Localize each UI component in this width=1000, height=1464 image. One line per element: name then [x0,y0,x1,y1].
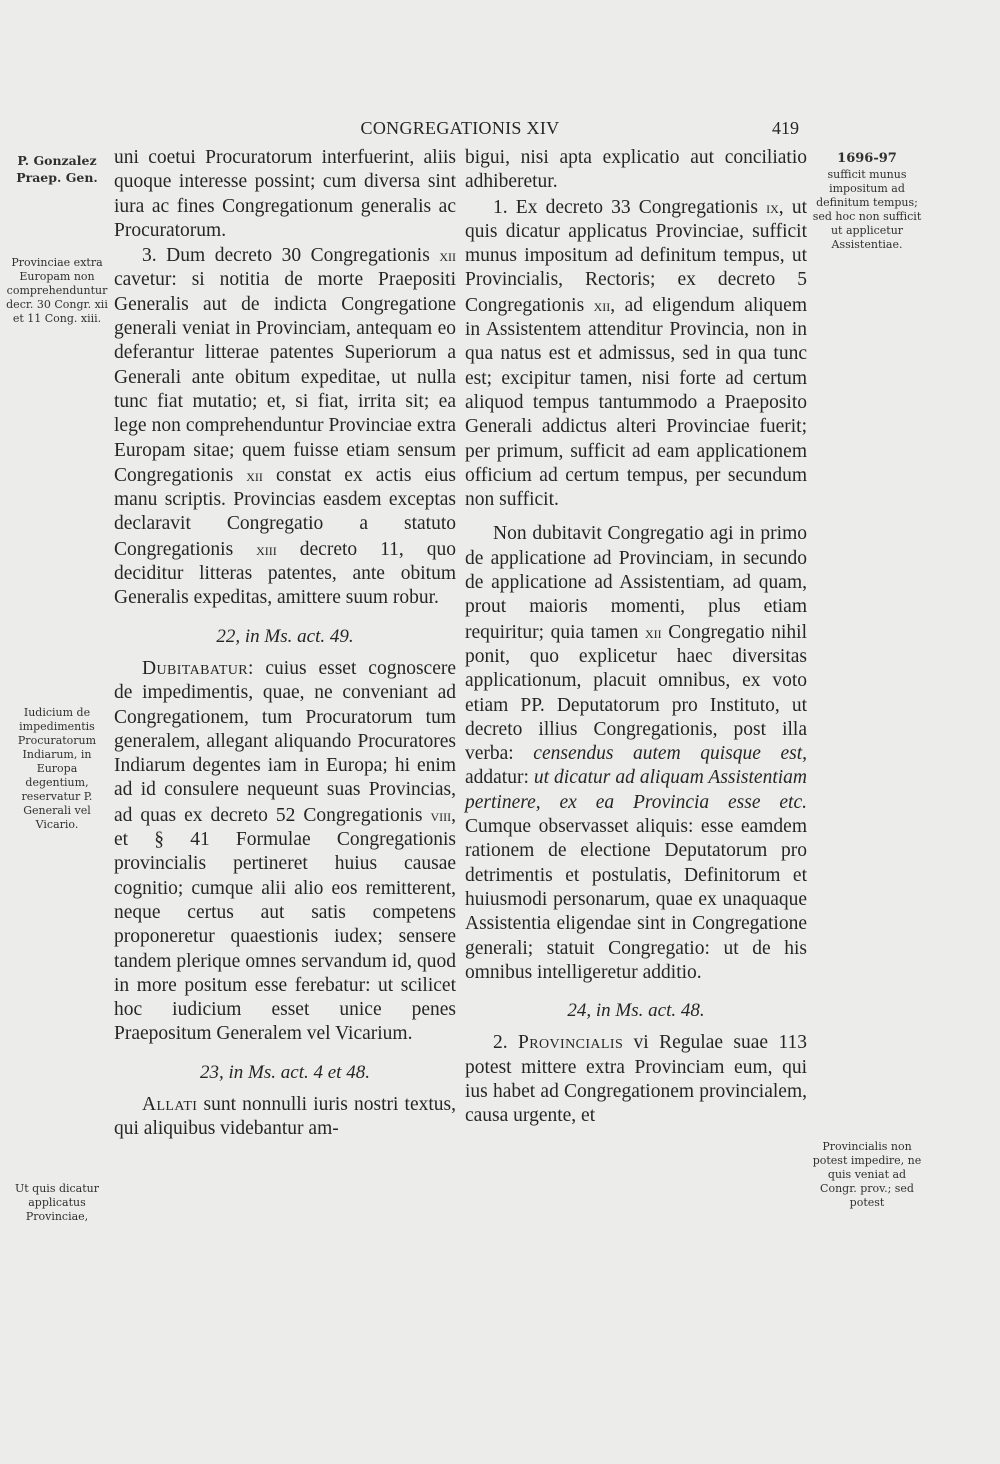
paragraph-provincialis [465,1031,807,1128]
year-label: 1696-97 [837,151,897,166]
paragraph-3 [114,243,456,610]
text-span: , ut quis dicatur applicatus Provinciae, sufficit munus impositum ad definitum tempus, ut Provincialis, Rectoris; ex decreto 5 Congregationis [465,196,807,316]
right-column [465,146,807,1129]
text-span: Non dubitavit Congregatio agi in primo de applicatione ad Provinciam, in secundo de applicatione ad Assistentiam, ad quam, prout maioris momenti, plus etiam requiritur; quia tamen [465,523,807,643]
section-heading-22: 22, in Ms. act. 49. [216,625,354,647]
margin-note-author: P. Gonzalez Praep. Gen. [16,153,98,185]
roman-numeral: xiii [256,538,277,559]
paragraph-non-dubitavit [465,522,807,985]
roman-numeral: viii [430,804,452,825]
paragraph-dubitabatur [114,657,456,1047]
text-span: cavetur: si notitia de morte Praepositi Generalis aut de indicta Congregatione generali veniat in Provinciam, antequam eo deferantur litterae patentes Superiorum a Generali ante obitum expeditae, ut nulla tunc fiat mutatio; et, si fiat, irrita sit; ea lege non comprehenduntur Provinciae extra Europam sitae; quem fuisse etiam sensum Congregationis [114,269,456,486]
italic-quote: ut dicatur ad aliquam Assistentiam pertinere, ex ea Provincia esse etc. [465,767,808,813]
margin-note-applicatus: Ut quis dicatur applicatus Provinciae, [14,1182,99,1223]
running-title: CONGREGATIONIS XIV [360,118,560,138]
paragraph: bigui, nisi apta explicatio aut conciliatio adhiberetur. [465,147,807,193]
text-span: : cuius esset cognoscere de impedimentis, quae, ne conveniant ad Congregationem, tum Procuratorum tum generalem, allegant aliquando Procuratores Indiarum degentes iam in Europa; hi enim ad id consulere nequeunt suas Provincias, ad quas ex decreto 52 Congregationis [114,657,456,826]
paragraph-allati [114,1093,456,1142]
roman-numeral: ix [766,196,779,217]
text-span: Cumque observasset aliquis: esse eamdem rationem de electione Deputatorum pro detrimentis et postulatis, Definitorum et huiusmodi personarum, quae ex unaquaque Assistentia eligendae sint in Congregatione generali; statuit Congregatio: ut de his omnibus intelligeretur additio. [465,816,807,983]
text-span: decreto 11, quo deciditur litteras patentes, ante obitum Generalis expeditas, amittere suum robur. [114,538,457,609]
text-span: 2. [493,1032,519,1054]
roman-numeral: xii [645,621,662,642]
text-span: addatur: [465,767,534,789]
text-span: vi Regulae suae 113 potest mittere extra Provinciam eum, qui ius habet ad Congregationem provincialem, causa urgente, et [465,1032,808,1127]
text-span: Congregatio nihil ponit, quo explicetur haec diversitas applicationum, placuit omnibus, ex voto etiam PP. Deputatorum pro Instituto, ut decreto illius Congregationis, post illa verba: [465,621,807,765]
roman-numeral: xii [439,245,456,266]
small-caps-lead: Dubitabatur [142,657,249,679]
text-span: 1. Ex decreto 33 Congregationis [493,196,767,218]
margin-note-provincialis: Provincialis non potest impedire, ne quis veniat ad Congr. prov.; sed potest [812,1140,922,1209]
text-span: , et § 41 Formulae Congregationis provincialis pertineret huius causae cognitio; cumque alii alio eos remitterent, neque certus aut satis competens proponeretur quaestionis iudex; sensere tandem plerique omnes servandum id, quod in more positum esse ferebatur: ut scilicet hoc iudicium esset unice penes Praepositum Generalem vel Vicarium. [114,804,456,1045]
paragraph: uni coetui Procuratorum interfuerint, aliis quoque interesse possint; cum diversa sint iura ac fines Congregationum generalis ac Procuratorum. [114,147,456,241]
paragraph-1 [465,195,807,513]
text-span: 3. Dum decreto 30 Congregationis [142,245,440,267]
roman-numeral: xii [246,464,263,485]
left-column [114,146,456,1142]
text-span: constat ex actis eius manu scriptis. Provincias easdem exceptas declaravit Congregatio a statuto Congregationis [114,464,456,560]
margin-note-provinciae: Provinciae extra Europam non comprehenduntur decr. 30 Congr. xii et 11 Cong. xiii. [6,256,108,325]
roman-numeral: xii [593,294,611,315]
small-caps-lead: Allati [142,1093,198,1115]
small-caps-lead: Provincialis [518,1032,624,1054]
margin-note-year-block [812,152,922,252]
section-heading-23: 23, in Ms. act. 4 et 48. [200,1061,370,1083]
text-span: sunt nonnulli iuris nostri textus, qui aliquibus videbantur am- [114,1093,456,1140]
text-span: , ad eligendum aliquem in Assistentem attenditur Provincia, non in qua natus est et admissus, sed in qua tunc est; excipitur tamen, nisi forte ad certum aliquod tempus tantummodo a Praeposito Generali addictus alteri Provinciae fuerit; per primum, sufficit ad eam applicationem officium ad certum tempus, per secundum non sufficit. [465,294,807,511]
page-number: 419 [772,118,799,138]
margin-note-sufficit: sufficit munus impositum ad definitum tempus; sed hoc non sufficit ut applicetur Assistentiae. [812,168,922,251]
margin-note-iudicium: Iudicium de impedimentis Procuratorum Indiarum, in Europa degentium, reservatur P. Generali vel Vicario. [17,706,97,831]
italic-quote: censendus autem quisque est, [533,743,807,765]
section-heading-24: 24, in Ms. act. 48. [567,1000,705,1022]
